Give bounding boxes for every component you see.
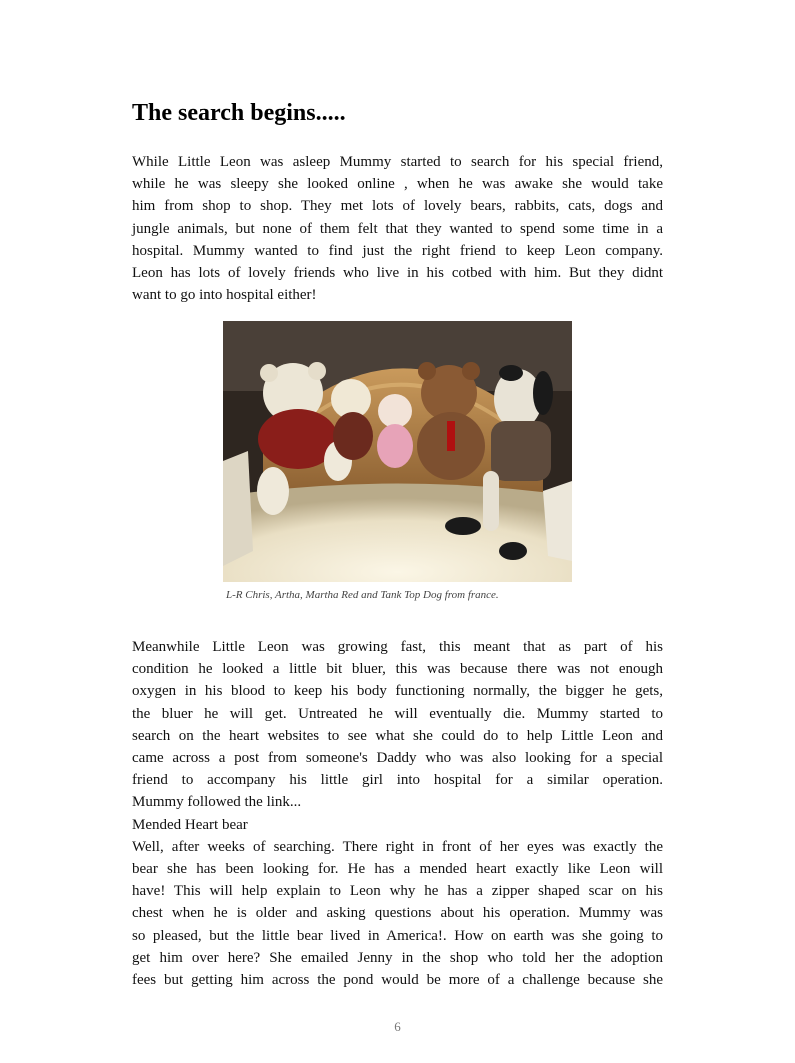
text-line: want to go into hospital either! xyxy=(132,287,317,304)
text-line: came across a post from someone's Daddy who was also looking for a special xyxy=(132,750,663,767)
page-title: The search begins..... xyxy=(132,100,346,126)
photo-caption: L-R Chris, Artha, Martha Red and Tank Top Dog from france. xyxy=(226,589,499,601)
text-line: hospital. Mummy wanted to find just the right friend to keep Leon company. xyxy=(132,242,663,259)
text-line: while he was sleepy she looked online , when he was awake she would take xyxy=(132,176,663,193)
text-line: fees but getting him across the pond would be more of a challenge because she xyxy=(132,972,663,989)
text-line: get him over here? She emailed Jenny in the shop who told her the adoption xyxy=(132,949,663,966)
text-line: condition he looked a little bit bluer, this was because there was not enough xyxy=(132,661,663,678)
text-line: jungle animals, but none of them felt that they wanted to spend some time in a xyxy=(132,220,663,237)
text-line: friend to accompany his little girl into hospital for a similar operation. xyxy=(132,772,663,789)
text-line: Meanwhile Little Leon was growing fast, this meant that as part of his xyxy=(132,639,663,655)
text-line: Mended Heart bear xyxy=(132,816,248,833)
text-line: chest when he is older and asking questions about his operation. Mummy was xyxy=(132,905,663,922)
text-line: bear she has been looking for. He has a mended heart exactly like Leon will xyxy=(132,861,663,878)
text-line: the bluer he will get. Untreated he will eventually die. Mummy started to xyxy=(132,705,663,722)
text-line: Leon has lots of lovely friends who live in his cotbed with him. But they didnt xyxy=(132,265,663,282)
text-line: search on the heart websites to see what she could do to help Little Leon and xyxy=(132,727,663,744)
page-number: 6 xyxy=(394,1019,401,1034)
text-line: him from shop to shop. They met lots of lovely bears, rabbits, cats, dogs and xyxy=(132,198,663,215)
text-line: so pleased, but the little bear lived in America!. How on earth was she going to xyxy=(132,927,663,944)
text-line: oxygen in his blood to keep his body functioning normally, the bigger he gets, xyxy=(132,683,663,700)
paragraph-mended-heart xyxy=(132,636,663,991)
text-line: have! This will help explain to Leon why he has a zipper shaped scar on his xyxy=(132,883,663,900)
teddy-bears-photo xyxy=(223,321,572,582)
text-line: Well, after weeks of searching. There right in front of her eyes was exactly the xyxy=(132,838,663,855)
text-line: Mummy followed the link... xyxy=(132,794,302,811)
text-line: While Little Leon was asleep Mummy started to search for his special friend, xyxy=(132,154,663,170)
paragraph-search xyxy=(132,151,663,306)
